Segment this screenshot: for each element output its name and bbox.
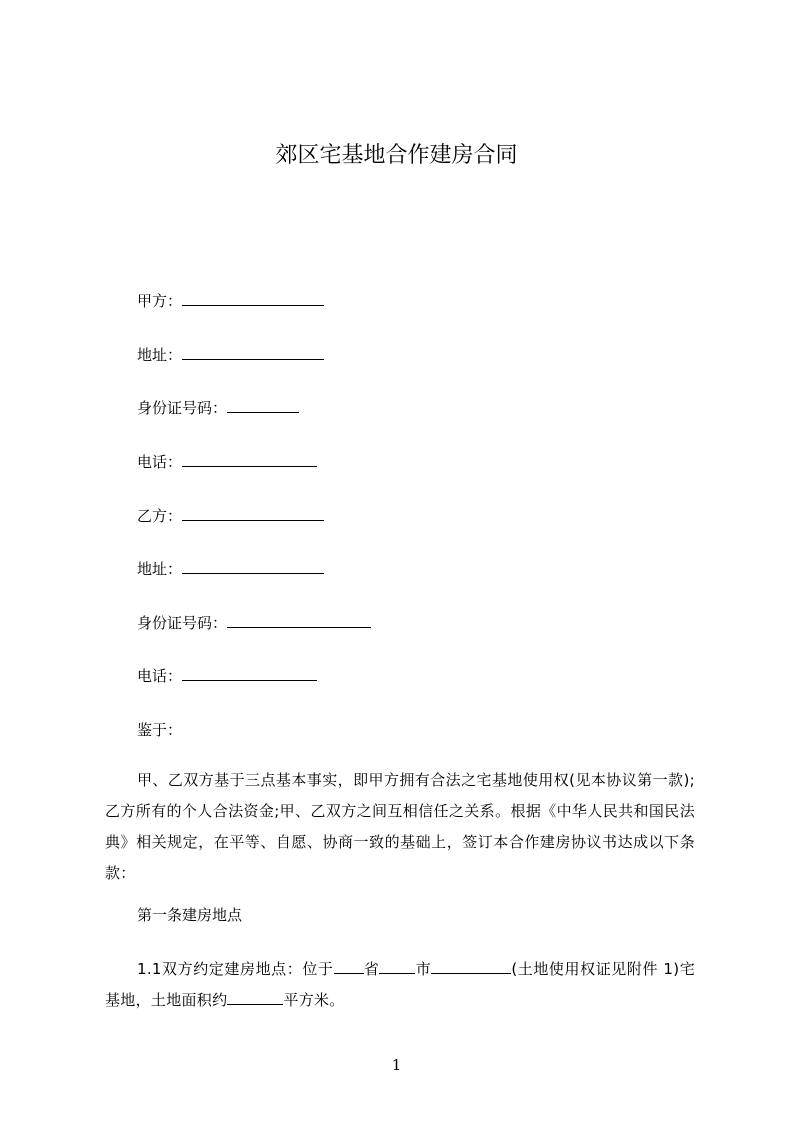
party-b-address-label: 地址： [137, 560, 183, 578]
land-cert-note: (土地使用权证见附件 1) [511, 960, 680, 978]
page-number: 1 [391, 1056, 402, 1074]
party-a-phone-field [137, 452, 317, 472]
party-b-id-field [137, 613, 371, 633]
clause-1-1-line2-prefix: 宅基地，土地面积约 [105, 960, 695, 1009]
party-b-id-blank[interactable] [227, 613, 371, 628]
party-b-address-field [137, 559, 324, 579]
clause-1-1 [105, 954, 695, 1016]
party-a-id-label: 身份证号码： [137, 399, 228, 417]
party-a-phone-blank[interactable] [182, 452, 317, 467]
whereas-label: 鉴于： [137, 721, 183, 739]
party-a-name-field [137, 291, 324, 311]
city-label: 市 [415, 960, 432, 978]
party-b-label: 乙方： [137, 507, 183, 525]
party-a-address-field [137, 345, 324, 365]
whereas-paragraph: 甲、乙双方基于三点基本事实，即甲方拥有合法之宅基地使用权(见本协议第一款);乙方所有的个人合法资金;甲、乙双方之间互相信任之关系。根据《中华人民共和国民法典》相关规定，在平等、自愿、协商一致的基础上，签订本合作建房协议书达成以下条款： [105, 771, 695, 882]
location-blank[interactable] [431, 959, 511, 974]
party-a-label: 甲方： [137, 292, 183, 310]
party-b-address-blank[interactable] [182, 559, 324, 574]
party-b-id-label: 身份证号码： [137, 614, 228, 632]
party-a-name-blank[interactable] [182, 291, 324, 306]
city-blank[interactable] [379, 959, 415, 974]
land-area-blank[interactable] [227, 990, 283, 1005]
party-a-address-blank[interactable] [182, 345, 324, 360]
party-a-id-field [137, 398, 299, 418]
party-a-address-label: 地址： [137, 346, 183, 364]
party-a-id-blank[interactable] [227, 398, 299, 413]
clause-1-1-prefix: 1.1双方约定建房地点：位于 [137, 960, 334, 978]
party-b-phone-field [137, 666, 317, 686]
document-title: 郊区宅基地合作建房合同 [275, 143, 518, 168]
article-1-heading: 第一条建房地点 [137, 906, 243, 924]
party-b-phone-label: 电话： [137, 667, 183, 685]
party-b-name-blank[interactable] [182, 506, 324, 521]
area-unit: 平方米。 [283, 991, 345, 1009]
province-label: 省 [363, 960, 380, 978]
party-a-phone-label: 电话： [137, 453, 183, 471]
party-b-phone-blank[interactable] [182, 666, 317, 681]
province-blank[interactable] [334, 959, 364, 974]
party-b-name-field [137, 506, 324, 526]
